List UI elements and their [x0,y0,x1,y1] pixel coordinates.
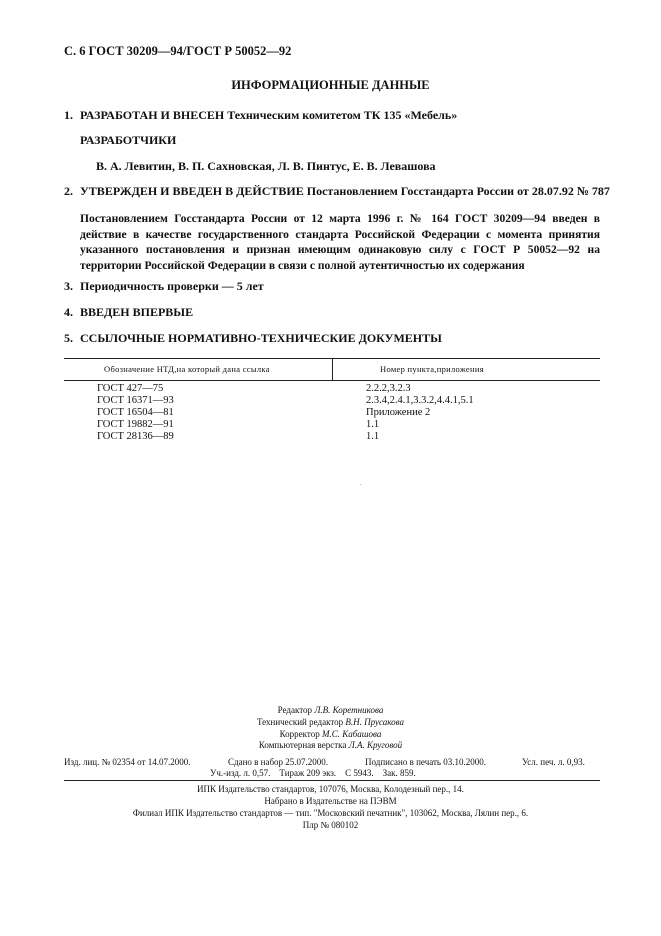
item-lead: УТВЕРЖДЕН И ВВЕДЕН В ДЕЙСТВИЕ [80,184,304,198]
scan-speck [360,484,361,485]
edition-info: Уч.-изд. л. 0,57. Тираж 209 экз. С 5943. Зак. 859. [210,768,416,778]
item-text: ВВЕДЕН ВПЕРВЫЕ [80,305,194,319]
publisher-address: ИПК Издательство стандартов, 107076, Москва, Колодезный пер., 14. [197,784,464,794]
table-cell-clause: 1.1 [366,431,380,442]
print-signed-date: Подписано в печать 03.10.2000. [365,757,487,767]
typeset-note: Набрано в Издательстве на ПЭВМ [264,796,397,806]
table-cell-clause: 2.2.2,3.2.3 [366,383,411,394]
item-lead: РАЗРАБОТАН И ВНЕСЕН [80,108,225,122]
editor-line [0,705,661,715]
item-text: Техническим комитетом ТК 135 «Мебель» [224,108,458,122]
item-5 [64,331,442,346]
decree-paragraph: Постановлением Госстандарта России от 12 марта 1996 г. № 164 ГОСТ 30209—94 введен в действие в качестве государственного стандарта Российской Федерации с момента принятия указанного постановления и признан имеющим одинаковую силу с ГОСТ Р 50052—92 на территории Российской Федерации в связи с полной аутентичностью их содержания [80,212,600,272]
table-cell-doc: ГОСТ 28136—89 [97,431,174,442]
item-2 [64,184,610,199]
table-cell-clause: Приложение 2 [366,407,431,418]
editor-role: Технический редактор [256,717,344,727]
developers-names: В. А. Левитин, В. П. Сахновская, Л. В. Пинтус, Е. В. Левашова [96,159,436,173]
editor-name: М.С. Кабашова [321,729,382,739]
editor-role: Редактор [277,705,313,715]
editor-name: В.Н. Прусакова [345,717,405,727]
editor-role: Компьютерная верстка [258,740,347,750]
table-cell-clause: 2.3.4,2.4.1,3.3.2,4.4.1,5.1 [366,395,474,406]
editor-name: Л.А. Круговой [348,740,403,750]
item-number: 1. [64,108,73,122]
item-text: ССЫЛОЧНЫЕ НОРМАТИВНО-ТЕХНИЧЕСКИЕ ДОКУМЕНТЫ [80,331,442,345]
table-header-rule [64,380,600,381]
tech-editor-line [0,717,661,727]
table-cell-doc: ГОСТ 16504—81 [97,407,174,418]
item-number: 4. [64,305,73,319]
license-info: Изд. лиц. № 02354 от 14.07.2000. [64,757,191,767]
table-cell-doc: ГОСТ 427—75 [97,383,164,394]
item-text: Периодичность проверки — 5 лет [80,279,264,293]
table-column-divider [332,358,333,380]
plr-number: Плр № 080102 [302,820,359,830]
item-4 [64,305,193,320]
table-header-doc: Обозначение НТД,на который дана ссылка [104,364,270,374]
table-cell-doc: ГОСТ 19882—91 [97,419,174,430]
typeset-date: Сдано в набор 25.07.2000. [228,757,329,767]
item-number: 5. [64,331,73,345]
print-sheets: Усл. печ. л. 0,93. [522,757,585,767]
table-header-clause: Номер пункта,приложения [380,364,484,374]
table-cell-clause: 1.1 [366,419,380,430]
section-title: ИНФОРМАЦИОННЫЕ ДАННЫЕ [231,78,430,92]
layout-line [0,740,661,750]
item-1 [64,108,457,123]
branch-address: Филиал ИПК Издательство стандартов — тип. "Московский печатник", 103062, Москва, Лялин пер., 6. [132,808,529,818]
page-header: С. 6 ГОСТ 30209—94/ГОСТ Р 50052—92 [64,44,292,58]
imprint-rule [64,780,600,781]
editor-role: Корректор [279,729,320,739]
item-number: 2. [64,184,73,198]
editor-name: Л.В. Коретникова [314,705,384,715]
item-number: 3. [64,279,73,293]
item-text: Постановлением Госстандарта России от 28.07.92 № 787 [303,184,610,198]
proofreader-line [0,729,661,739]
developers-title: РАЗРАБОТЧИКИ [80,133,177,147]
item-3 [64,279,264,294]
table-cell-doc: ГОСТ 16371—93 [97,395,174,406]
